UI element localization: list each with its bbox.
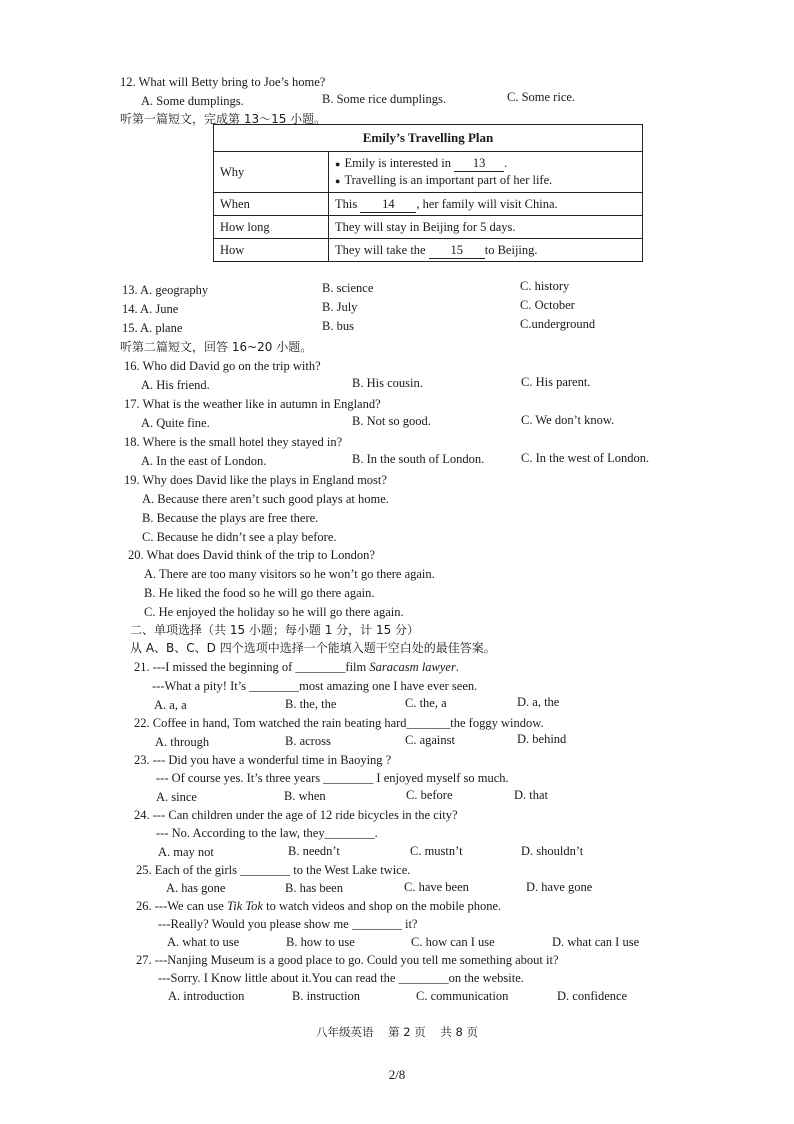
option-13-b: B. science: [322, 281, 374, 295]
option-15-a: 15. A. plane: [122, 321, 183, 335]
question-27-stem-1: 27. ---Nanjing Museum is a good place to go. Could you tell me something about it?: [136, 953, 559, 967]
option-21-b: B. the, the: [285, 697, 337, 711]
question-17-stem: 17. What is the weather like in autumn in England?: [124, 397, 381, 411]
question-16-stem: 16. Who did David go on the trip with?: [124, 359, 321, 373]
option-18-b: B. In the south of London.: [352, 452, 485, 466]
section-2-heading: 二、单项选择（共 15 小题；每小题 1 分，计 15 分）: [130, 623, 420, 637]
bullet-icon: ●: [335, 159, 341, 169]
option-24-a: A. may not: [158, 845, 214, 859]
option-27-d: D. confidence: [557, 989, 628, 1003]
row-label-why: Why: [214, 152, 329, 193]
option-23-c: C. before: [406, 788, 453, 802]
question-27-stem-2: ---Sorry. I Know little about it.You can read the ________on the website.: [158, 971, 524, 985]
question-23-stem-1: 23. --- Did you have a wonderful time in Baoying ?: [134, 753, 392, 767]
page-footer: 八年级英语 第 2 页 共 8 页: [316, 1025, 478, 1039]
row-value-why: ● Emily is interested in 13 . ● Travelling is an important part of her life.: [329, 152, 643, 193]
option-20-c: C. He enjoyed the holiday so he will go there again.: [144, 605, 404, 619]
question-26-stem-1: 26. ---We can use Tik Tok to watch videos and shop on the mobile phone.: [136, 899, 502, 913]
row-value-when: This 14 , her family will visit China.: [329, 193, 643, 216]
option-22-a: A. through: [155, 735, 210, 749]
option-26-a: A. what to use: [167, 935, 240, 949]
option-23-b: B. when: [284, 789, 326, 803]
section-2-instruction: 从 A、B、C、D 四个选项中选择一个能填入题干空白处的最佳答案。: [130, 641, 496, 655]
row-label-how: How: [214, 239, 329, 262]
option-17-b: B. Not so good.: [352, 414, 431, 428]
option-20-a: A. There are too many visitors so he won’t go there again.: [144, 567, 435, 581]
option-25-a: A. has gone: [166, 881, 226, 895]
option-14-b: B. July: [322, 300, 358, 314]
option-13-c: C. history: [520, 279, 570, 293]
option-14-a: 14. A. June: [122, 302, 179, 316]
bullet-icon: ●: [335, 176, 341, 186]
option-26-c: C. how can I use: [411, 935, 495, 949]
option-25-d: D. have gone: [526, 880, 593, 894]
option-21-a: A. a, a: [154, 698, 187, 712]
question-19-stem: 19. Why does David like the plays in England most?: [124, 473, 387, 487]
blank-13: 13: [454, 155, 504, 172]
row-value-how: They will take the 15 to Beijing.: [329, 239, 643, 262]
question-22-stem: 22. Coffee in hand, Tom watched the rain beating hard_______the foggy window.: [134, 716, 544, 730]
listening-instruction-2: 听第二篇短文，回答 16~20 小题。: [120, 340, 313, 354]
option-12-b: B. Some rice dumplings.: [322, 92, 446, 106]
question-21-stem-2: ---What a pity! It’s ________most amazing one I have ever seen.: [152, 679, 478, 693]
option-26-b: B. how to use: [286, 935, 355, 949]
question-24-stem-1: 24. --- Can children under the age of 12 ride bicycles in the city?: [134, 808, 458, 822]
option-24-d: D. shouldn’t: [521, 844, 584, 858]
option-20-b: B. He liked the food so he will go there again.: [144, 586, 375, 600]
table-title: Emily’s Travelling Plan: [214, 125, 643, 152]
option-13-a: 13. A. geography: [122, 283, 209, 297]
option-21-c: C. the, a: [405, 696, 447, 710]
blank-15: 15: [429, 242, 485, 259]
option-19-b: B. Because the plays are free there.: [142, 511, 319, 525]
option-25-c: C. have been: [404, 880, 469, 894]
question-26-stem-2: ---Really? Would you please show me ________ it?: [158, 917, 418, 931]
option-24-c: C. mustn’t: [410, 844, 463, 858]
option-22-b: B. across: [285, 734, 331, 748]
option-23-d: D. that: [514, 788, 549, 802]
travelling-plan-table: [213, 124, 643, 262]
option-15-c: C.underground: [520, 317, 596, 331]
option-27-b: B. instruction: [292, 989, 361, 1003]
listening-instruction-1: 听第一篇短文，完成第 13～15 小题。: [120, 112, 327, 126]
question-25-stem: 25. Each of the girls ________ to the West Lake twice.: [136, 863, 411, 877]
option-24-b: B. needn’t: [288, 844, 340, 858]
option-19-a: A. Because there aren’t such good plays at home.: [142, 492, 389, 506]
option-12-a: A. Some dumplings.: [141, 94, 244, 108]
question-18-stem: 18. Where is the small hotel they stayed in?: [124, 435, 343, 449]
option-27-c: C. communication: [416, 989, 509, 1003]
option-22-c: C. against: [405, 733, 455, 747]
row-value-how-long: They will stay in Beijing for 5 days.: [329, 216, 643, 239]
option-17-a: A. Quite fine.: [141, 416, 210, 430]
option-17-c: C. We don’t know.: [521, 413, 615, 427]
blank-14: 14: [360, 196, 416, 213]
option-26-d: D. what can I use: [552, 935, 640, 949]
option-14-c: C. October: [520, 298, 575, 312]
option-12-c: C. Some rice.: [507, 90, 576, 104]
option-23-a: A. since: [156, 790, 197, 804]
question-20-stem: 20. What does David think of the trip to London?: [128, 548, 375, 562]
option-19-c: C. Because he didn’t see a play before.: [142, 530, 337, 544]
option-18-a: A. In the east of London.: [141, 454, 267, 468]
option-16-a: A. His friend.: [141, 378, 210, 392]
question-12-stem: 12. What will Betty bring to Joe’s home?: [120, 75, 326, 89]
question-21-stem-1: 21. ---I missed the beginning of ________film Saracasm lawyer.: [134, 660, 459, 674]
option-18-c: C. In the west of London.: [521, 451, 650, 465]
option-16-b: B. His cousin.: [352, 376, 423, 390]
option-21-d: D. a, the: [517, 695, 560, 709]
option-15-b: B. bus: [322, 319, 354, 333]
option-22-d: D. behind: [517, 732, 567, 746]
row-label-when: When: [214, 193, 329, 216]
row-label-how-long: How long: [214, 216, 329, 239]
question-24-stem-2: --- No. According to the law, they________.: [156, 826, 378, 840]
question-23-stem-2: --- Of course yes. It’s three years ________ I enjoyed myself so much.: [156, 771, 509, 785]
option-27-a: A. introduction: [168, 989, 245, 1003]
page-number: 2/8: [388, 1067, 406, 1082]
option-25-b: B. has been: [285, 881, 343, 895]
option-16-c: C. His parent.: [521, 375, 591, 389]
